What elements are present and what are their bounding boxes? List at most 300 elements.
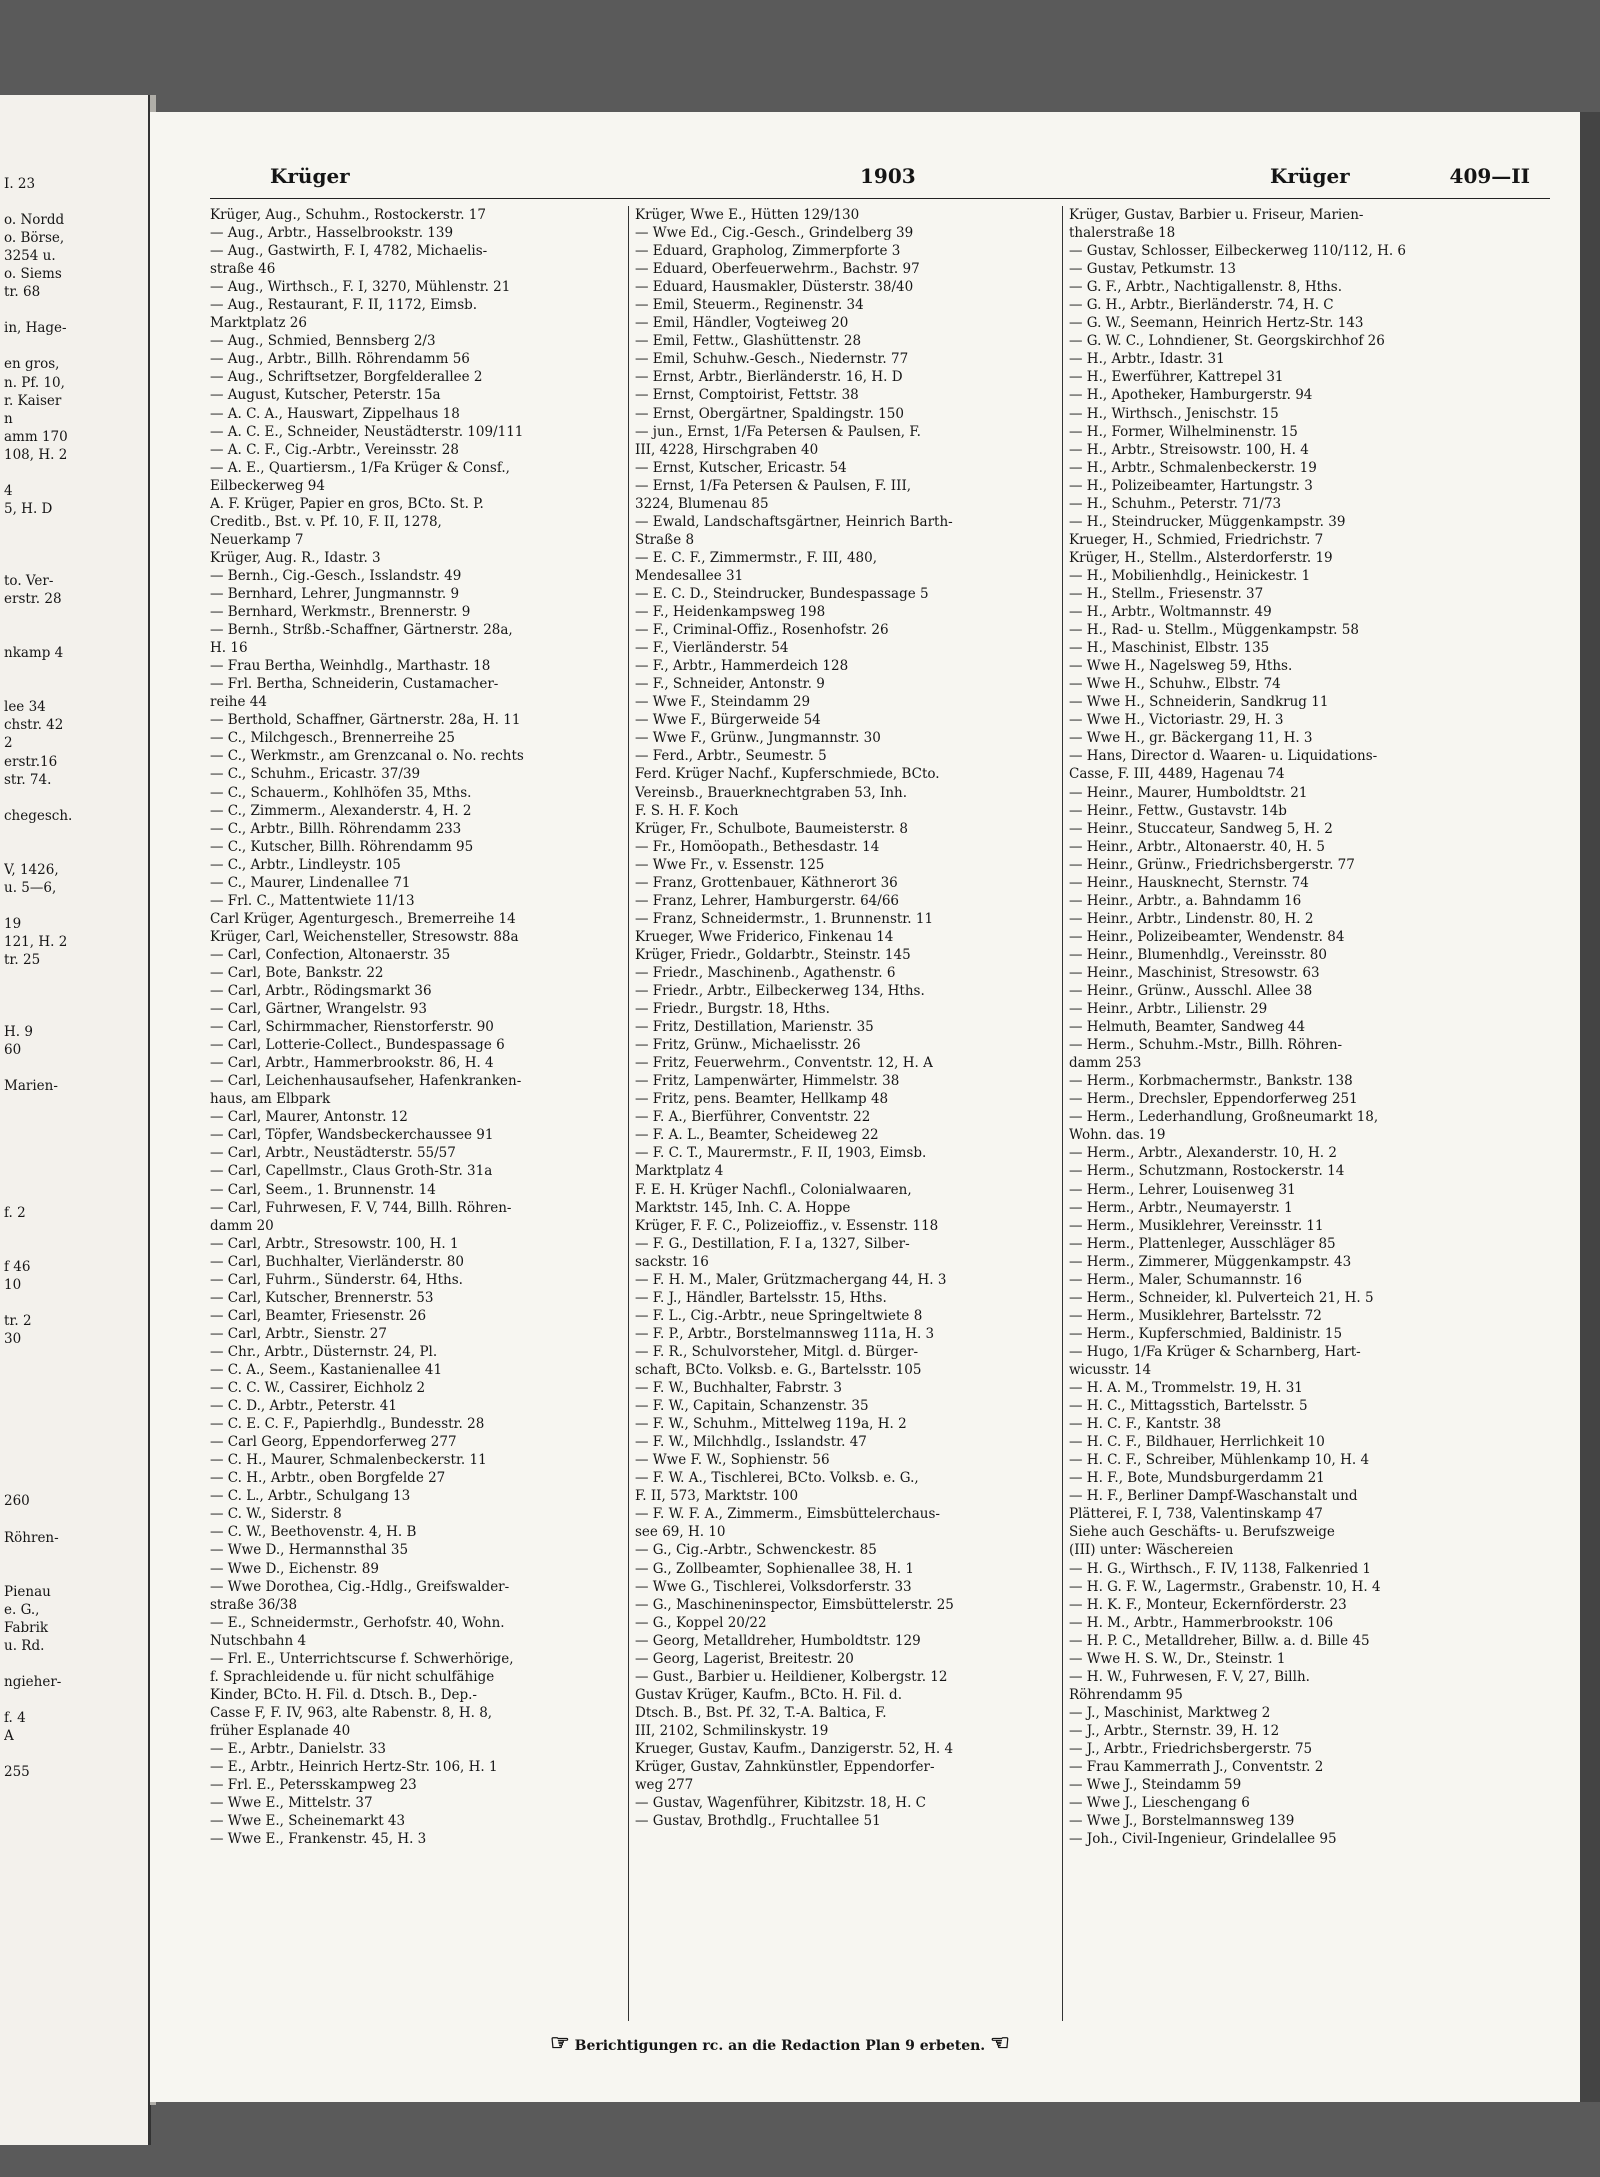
directory-entry-line: — Fr., Homöopath., Bethesdastr. 14 [635, 838, 880, 855]
directory-entry-line: — Wwe E., Frankenstr. 45, H. 3 [210, 1831, 427, 1848]
directory-entry-line: H. 16 [210, 640, 248, 657]
prev-page-line [4, 1366, 148, 1384]
directory-entry-line: — Heinr., Blumenhdlg., Vereinsstr. 80 [1069, 946, 1327, 963]
prev-page-line [4, 193, 148, 211]
directory-entry-line: Wohn. das. 19 [1069, 1127, 1166, 1144]
directory-entry-line: — H., Ewerführer, Kattrepel 31 [1069, 369, 1284, 386]
directory-entry-line: — Ernst, Obergärtner, Spaldingstr. 150 [635, 405, 904, 422]
prev-page-line [4, 1745, 148, 1763]
prev-page-line: tr. 25 [4, 952, 41, 969]
directory-entry-line: Marktplatz 4 [635, 1163, 724, 1180]
directory-entry-line: — Wwe D., Eichenstr. 89 [210, 1560, 379, 1577]
directory-entry-line: haus, am Elbpark [210, 1091, 331, 1108]
prev-page-line: erstr.16 [4, 753, 58, 770]
directory-entry-line: — Frl. E., Unterrichtscurse f. Schwerhörige, [210, 1650, 514, 1667]
directory-entry-line: — Herm., Schneider, kl. Pulverteich 21, H. 5 [1069, 1289, 1374, 1306]
directory-entry-line: — H., Arbtr., Streisowstr. 100, H. 4 [1069, 441, 1309, 458]
directory-entry-line: — A. C. F., Cig.-Arbtr., Vereinsstr. 28 [210, 441, 459, 458]
directory-entry-line: — Bernhard, Lehrer, Jungmannstr. 9 [210, 585, 460, 602]
prev-page-line [4, 337, 148, 355]
directory-entry-line: — Carl, Confection, Altonaerstr. 35 [210, 946, 451, 963]
directory-entry-line: — Fritz, Feuerwehrm., Conventstr. 12, H. A [635, 1055, 933, 1072]
directory-entry-line: — F. R., Schulvorsteher, Mitgl. d. Bürger- [635, 1343, 919, 1360]
column-2 [628, 206, 1055, 2021]
prev-page-line: 19 [4, 915, 22, 932]
directory-entry-line: — Wwe J., Lieschengang 6 [1069, 1795, 1250, 1812]
directory-entry-line: thalerstraße 18 [1069, 225, 1176, 242]
prev-page-line [4, 843, 148, 861]
directory-entry-line: — Herm., Zimmerer, Müggenkampstr. 43 [1069, 1253, 1352, 1270]
directory-entry-line: — Helmuth, Beamter, Sandweg 44 [1069, 1019, 1306, 1036]
directory-entry-line: straße 36/38 [210, 1596, 298, 1613]
directory-entry-line: — Wwe H. S. W., Dr., Steinstr. 1 [1069, 1650, 1286, 1667]
directory-entry-line: — Herm., Lederhandlung, Großneumarkt 18, [1069, 1109, 1379, 1126]
directory-entry-line: Creditb., Bst. v. Pf. 10, F. II, 1278, [210, 513, 442, 530]
header-rule [210, 198, 1550, 199]
directory-entry-line: Marktstr. 145, Inh. C. A. Hoppe [635, 1199, 851, 1216]
pointing-hand-right-icon: ☜ [990, 2030, 1010, 2056]
directory-entry-line: — Wwe H., Schneiderin, Sandkrug 11 [1069, 694, 1329, 711]
directory-entry-line: schaft, BCto. Volksb. e. G., Bartelsstr. 105 [635, 1362, 922, 1378]
prev-page-line: A [4, 1728, 14, 1745]
directory-entry-line: — E., Arbtr., Danielstr. 33 [210, 1740, 386, 1757]
directory-entry-line: — Fritz, Lampenwärter, Himmelstr. 38 [635, 1073, 900, 1090]
directory-entry-line: Krüger, Friedr., Goldarbtr., Steinstr. 145 [635, 946, 911, 963]
directory-entry-line: reihe 44 [210, 694, 267, 711]
directory-entry-line: — C. H., Arbtr., oben Borgfelde 27 [210, 1470, 446, 1487]
directory-entry-line: — F. G., Destillation, F. I a, 1327, Silber- [635, 1235, 910, 1252]
page-edge-shadow [1580, 112, 1600, 2102]
directory-entry-line: — Heinr., Fettw., Gustavstr. 14b [1069, 802, 1287, 819]
directory-entry-line: — Wwe J., Steindamm 59 [1069, 1777, 1242, 1794]
directory-entry-line: F. II, 573, Marktstr. 100 [635, 1488, 799, 1505]
directory-entry-line: Casse, F. III, 4489, Hagenau 74 [1069, 766, 1285, 783]
prev-page-line [4, 1222, 148, 1240]
directory-entry-line: — Heinr., Stuccateur, Sandweg 5, H. 2 [1069, 820, 1333, 837]
prev-page-line: chstr. 42 [4, 717, 64, 734]
prev-page-line: Pienau [4, 1583, 51, 1600]
directory-entry-line: — C., Werkmstr., am Grenzcanal o. No. rechts [210, 748, 524, 765]
directory-entry-line: Krueger, H., Schmied, Friedrichstr. 7 [1069, 531, 1324, 548]
column-3 [1062, 206, 1494, 2021]
prev-page-line [4, 1240, 148, 1258]
prev-page-line: 4 [4, 482, 13, 499]
pointing-hand-left-icon: ☞ [550, 2030, 570, 2056]
directory-entry-line: sackstr. 16 [635, 1253, 709, 1270]
directory-entry-line: Neuerkamp 7 [210, 531, 304, 548]
directory-entry-line: — Friedr., Burgstr. 18, Hths. [635, 1001, 830, 1018]
prev-page-line: f. 4 [4, 1709, 26, 1726]
directory-entry-line: — Aug., Arbtr., Billh. Röhrendamm 56 [210, 351, 470, 368]
prev-page-line: o. Siems [4, 266, 62, 283]
directory-entry-line: — F. H. M., Maler, Grützmachergang 44, H. 3 [635, 1271, 947, 1288]
directory-entry-line: — Herm., Schuhm.-Mstr., Billh. Röhren- [1069, 1037, 1343, 1054]
directory-entry-line: — Bernhard, Werkmstr., Brennerstr. 9 [210, 604, 471, 621]
directory-entry-line: — F. J., Händler, Bartelsstr. 15, Hths. [635, 1289, 887, 1306]
directory-entry-line: — Herm., Maler, Schumannstr. 16 [1069, 1271, 1302, 1288]
directory-entry-line: — F., Criminal-Offiz., Rosenhofstr. 26 [635, 622, 889, 639]
directory-entry-line: — E. C. D., Steindrucker, Bundespassage 5 [635, 585, 929, 602]
directory-entry-line: — Emil, Steuerm., Reginenstr. 34 [635, 297, 864, 314]
directory-entry-line: see 69, H. 10 [635, 1524, 726, 1541]
prev-page-line: r. Kaiser [4, 392, 62, 409]
directory-entry-line: — H. K. F., Monteur, Eckernförderstr. 23 [1069, 1596, 1347, 1613]
directory-entry-line: — G. W. C., Lohndiener, St. Georgskirchhof 26 [1069, 333, 1385, 350]
directory-entry-line: — Heinr., Hausknecht, Sternstr. 74 [1069, 874, 1309, 891]
prev-page-line: ngieher- [4, 1673, 62, 1690]
prev-page-line [4, 1510, 148, 1528]
prev-page-line [4, 1348, 148, 1366]
directory-entry-line: — Herm., Korbmachermstr., Bankstr. 138 [1069, 1073, 1353, 1090]
directory-entry-line: — Frau Kammerrath J., Conventstr. 2 [1069, 1759, 1324, 1776]
directory-entry-line: — F. A. L., Beamter, Scheideweg 22 [635, 1127, 879, 1144]
prev-page-line: Fabrik [4, 1619, 49, 1636]
directory-entry-line: — Fritz, Grünw., Michaelisstr. 26 [635, 1037, 861, 1054]
directory-entry-line: — Friedr., Arbtr., Eilbeckerweg 134, Hths. [635, 983, 925, 1000]
directory-entry-line: — Georg, Lagerist, Breitestr. 20 [635, 1650, 854, 1667]
directory-entry-line: — J., Maschinist, Marktweg 2 [1069, 1704, 1271, 1721]
directory-entry-line: — Wwe E., Scheinemarkt 43 [210, 1813, 406, 1830]
directory-entry-line: — H., Stellm., Friesenstr. 37 [1069, 585, 1264, 602]
directory-entry-line: — F. A., Bierführer, Conventstr. 22 [635, 1109, 871, 1126]
directory-entry-line: — H., Former, Wilhelminenstr. 15 [1069, 423, 1298, 440]
prev-page-line: en gros, [4, 356, 60, 373]
directory-entry-line: — Wwe E., Mittelstr. 37 [210, 1795, 373, 1812]
directory-entry-line: Gustav Krüger, Kaufm., BCto. H. Fil. d. [635, 1686, 902, 1703]
directory-entry-line: Marktplatz 26 [210, 315, 307, 332]
directory-entry-line: (III) unter: Wäschereien [1069, 1542, 1234, 1559]
prev-page-line [4, 987, 148, 1005]
directory-entry-line: — Wwe Dorothea, Cig.-Hdlg., Greifswalder- [210, 1578, 510, 1595]
directory-entry-line: — C. E. C. F., Papierhdlg., Bundesstr. 28 [210, 1416, 485, 1433]
directory-entry-line: — Bernh., Strßb.-Schaffner, Gärtnerstr. 28a, [210, 622, 513, 639]
prev-page-line: f 46 [4, 1258, 31, 1275]
prev-page-line: n. Pf. 10, [4, 374, 65, 391]
directory-entry-line: — Emil, Händler, Vogteiweg 20 [635, 315, 849, 332]
directory-entry-line: Krüger, Gustav, Zahnkünstler, Eppendorfer- [635, 1759, 935, 1776]
directory-entry-line: — H., Arbtr., Schmalenbeckerstr. 19 [1069, 459, 1317, 476]
directory-entry-line: — Herm., Drechsler, Eppendorferweg 251 [1069, 1091, 1358, 1108]
directory-entry-line: — Carl, Fuhrm., Sünderstr. 64, Hths. [210, 1271, 463, 1288]
directory-entry-line: — Frl. Bertha, Schneiderin, Custamacher- [210, 676, 499, 693]
prev-page-line [4, 825, 148, 843]
directory-entry-line: — Carl, Buchhalter, Vierländerstr. 80 [210, 1253, 464, 1270]
directory-entry-line: — C., Zimmerm., Alexanderstr. 4, H. 2 [210, 802, 472, 819]
directory-entry-line: — E., Arbtr., Heinrich Hertz-Str. 106, H. 1 [210, 1759, 498, 1776]
directory-entry-line: — Gustav, Wagenführer, Kibitzstr. 18, H. C [635, 1795, 926, 1812]
directory-entry-line: — Emil, Schuhw.-Gesch., Niedernstr. 77 [635, 351, 909, 368]
directory-entry-line: — A. E., Quartiersm., 1/Fa Krüger & Consf., [210, 459, 510, 476]
directory-entry-line: — Ernst, Arbtr., Bierländerstr. 16, H. D [635, 369, 903, 386]
directory-entry-line: — C. W., Beethovenstr. 4, H. B [210, 1524, 417, 1541]
directory-entry-line: — Carl, Arbtr., Neustädterstr. 55/57 [210, 1145, 456, 1162]
directory-entry-line: — H. C., Mittagsstich, Bartelsstr. 5 [1069, 1398, 1308, 1415]
directory-entry-line: — Ferd., Arbtr., Seumestr. 5 [635, 748, 827, 765]
directory-entry-line: damm 253 [1069, 1055, 1142, 1072]
directory-entry-line: — Bernh., Cig.-Gesch., Isslandstr. 49 [210, 567, 462, 584]
directory-entry-line: — Carl, Beamter, Friesenstr. 26 [210, 1307, 427, 1324]
prev-page-line: u. 5—6, [4, 879, 57, 896]
prev-page-line: u. Rd. [4, 1637, 45, 1654]
directory-entry-line: — G. W., Seemann, Heinrich Hertz-Str. 143 [1069, 315, 1364, 332]
directory-entry-line: — Wwe H., Nagelsweg 59, Hths. [1069, 658, 1293, 675]
directory-entry-line: Mendesallee 31 [635, 567, 744, 584]
column-1 [210, 206, 630, 1848]
previous-page-fragment [0, 95, 151, 2145]
directory-entry-line: — Wwe F. W., Sophienstr. 56 [635, 1452, 830, 1469]
directory-entry-line: — H. M., Arbtr., Hammerbrookstr. 106 [1069, 1614, 1334, 1631]
directory-entry-line: — Herm., Musiklehrer, Vereinsstr. 11 [1069, 1217, 1324, 1234]
directory-entry-line: — H. C. F., Bildhauer, Herrlichkeit 10 [1069, 1434, 1325, 1451]
directory-entry-line: — Friedr., Maschinenb., Agathenstr. 6 [635, 964, 896, 981]
directory-entry-line: Krüger, Aug., Schuhm., Rostockerstr. 17 [210, 207, 486, 223]
prev-page-line [4, 662, 148, 680]
directory-entry-line: — C., Maurer, Lindenallee 71 [210, 874, 411, 891]
prev-page-line [4, 680, 148, 698]
directory-entry-line: — Heinr., Maurer, Humboldtstr. 21 [1069, 784, 1308, 801]
prev-page-line: lee 34 [4, 699, 46, 716]
prev-page-line: 255 [4, 1764, 30, 1781]
prev-page-line [4, 518, 148, 536]
directory-entry-line: — H., Rad- u. Stellm., Müggenkampstr. 58 [1069, 622, 1359, 639]
directory-entry-line: Casse F, F. IV, 963, alte Rabenstr. 8, H. 8, [210, 1704, 493, 1721]
directory-entry-line: — August, Kutscher, Peterstr. 15a [210, 387, 441, 404]
directory-entry-line: — F., Heidenkampsweg 198 [635, 604, 826, 621]
directory-entry-line: III, 4228, Hirschgraben 40 [635, 441, 819, 458]
prev-page-line [4, 1402, 148, 1420]
directory-entry-line: — C., Arbtr., Lindleystr. 105 [210, 856, 401, 873]
prev-page-line: V, 1426, [4, 861, 59, 878]
directory-entry-line: — Heinr., Arbtr., Lilienstr. 29 [1069, 1001, 1268, 1018]
directory-entry-line: — Carl, Arbtr., Sienstr. 27 [210, 1325, 387, 1342]
directory-entry-line: — H. G. F. W., Lagermstr., Grabenstr. 10, H. 4 [1069, 1578, 1381, 1595]
directory-entry-line: Dtsch. B., Bst. Pf. 32, T.-A. Baltica, F. [635, 1704, 887, 1721]
directory-entry-line: Krüger, Fr., Schulbote, Baumeisterstr. 8 [635, 820, 908, 837]
directory-entry-line: — Gustav, Schlosser, Eilbeckerweg 110/112, H. 6 [1069, 243, 1407, 260]
directory-entry-line: — F. W., Capitain, Schanzenstr. 35 [635, 1398, 869, 1415]
directory-page [150, 112, 1580, 2102]
directory-entry-line: — Carl Georg, Eppendorferweg 277 [210, 1434, 457, 1451]
directory-entry-line: — Heinr., Arbtr., Altonaerstr. 40, H. 5 [1069, 838, 1325, 855]
prev-page-line: nkamp 4 [4, 645, 64, 662]
prev-page-line: I. 23 [4, 176, 36, 192]
directory-entry-line: — Wwe H., Victoriastr. 29, H. 3 [1069, 712, 1284, 729]
directory-entry-line: — Aug., Restaurant, F. II, 1172, Eimsb. [210, 297, 478, 314]
directory-entry-line: Krüger, Aug. R., Idastr. 3 [210, 549, 381, 566]
directory-entry-line: — F., Vierländerstr. 54 [635, 640, 789, 657]
directory-entry-line: — Wwe Ed., Cig.-Gesch., Grindelberg 39 [635, 225, 914, 242]
prev-page-line [4, 1186, 148, 1204]
prev-page-line [4, 626, 148, 644]
directory-entry-line: Krüger, F. F. C., Polizeioffiz., v. Essenstr. 118 [635, 1217, 939, 1234]
directory-entry-line: — A. C. E., Schneider, Neustädterstr. 109/111 [210, 423, 524, 440]
directory-entry-line: Krüger, Wwe E., Hütten 129/130 [635, 207, 860, 223]
directory-entry-line: 3224, Blumenau 85 [635, 495, 769, 512]
directory-entry-line: — H. F., Berliner Dampf-Waschanstalt und [1069, 1488, 1358, 1505]
directory-entry-line: — E., Schneidermstr., Gerhofstr. 40, Wohn. [210, 1614, 505, 1631]
page-footer [550, 2030, 1010, 2056]
prev-page-line [4, 1691, 148, 1709]
directory-entry-line: — F., Schneider, Antonstr. 9 [635, 676, 825, 693]
prev-page-line: 260 [4, 1493, 30, 1510]
directory-entry-line: — Hans, Director d. Waaren- u. Liquidations- [1069, 748, 1378, 765]
directory-entry-line: — Wwe Fr., v. Essenstr. 125 [635, 856, 825, 873]
prev-page-line: Röhren- [4, 1529, 59, 1546]
prev-page-line: amm 170 [4, 428, 68, 445]
directory-entry-line: — G. H., Arbtr., Bierländerstr. 74, H. C [1069, 297, 1334, 314]
directory-entry-line: — Ernst, Comptoirist, Fettstr. 38 [635, 387, 859, 404]
directory-entry-line: — Ewald, Landschaftsgärtner, Heinrich Barth- [635, 513, 953, 530]
directory-entry-line: — F. W. A., Tischlerei, BCto. Volksb. e. G., [635, 1470, 919, 1487]
directory-entry-line: — Heinr., Grünw., Friedrichsbergerstr. 77 [1069, 856, 1355, 873]
directory-entry-line: — Herm., Musiklehrer, Bartelsstr. 72 [1069, 1307, 1322, 1324]
directory-entry-line: — H., Mobilienhdlg., Heinickestr. 1 [1069, 567, 1311, 584]
directory-entry-line: — Berthold, Schaffner, Gärtnerstr. 28a, H. 11 [210, 712, 521, 729]
directory-entry-line: Straße 8 [635, 531, 695, 548]
directory-entry-line: Nutschbahn 4 [210, 1632, 307, 1649]
previous-page-text [0, 95, 148, 1781]
directory-entry-line: — Wwe J., Borstelmannsweg 139 [1069, 1813, 1295, 1830]
footer-note: Berichtigungen rc. an die Redaction Plan 9 erbeten. [574, 2038, 986, 2054]
directory-entry-line: — J., Arbtr., Sternstr. 39, H. 12 [1069, 1722, 1280, 1739]
directory-entry-line: — Heinr., Maschinist, Stresowstr. 63 [1069, 964, 1320, 981]
directory-entry-line: früher Esplanade 40 [210, 1722, 351, 1739]
directory-entry-line: — Herm., Arbtr., Alexanderstr. 10, H. 2 [1069, 1145, 1337, 1162]
directory-entry-line: damm 20 [210, 1217, 274, 1234]
directory-entry-line: Krueger, Gustav, Kaufm., Danzigerstr. 52, H. 4 [635, 1740, 954, 1757]
directory-entry-line: A. F. Krüger, Papier en gros, BCto. St. P. [210, 495, 484, 512]
directory-entry-line: — Aug., Schmied, Bennsberg 2/3 [210, 333, 436, 350]
directory-entry-line: — Franz, Schneidermstr., 1. Brunnenstr. 11 [635, 910, 934, 927]
directory-entry-line: Röhrendamm 95 [1069, 1686, 1183, 1703]
prev-page-line: H. 9 [4, 1024, 33, 1041]
directory-entry-line: III, 2102, Schmilinskystr. 19 [635, 1722, 829, 1739]
directory-entry-line: — F. W., Schuhm., Mittelweg 119a, H. 2 [635, 1416, 907, 1433]
directory-entry-line: — Ernst, Kutscher, Ericastr. 54 [635, 459, 847, 476]
prev-page-line [4, 969, 148, 987]
directory-entry-line: — C., Milchgesch., Brennerreihe 25 [210, 730, 456, 747]
directory-entry-line: — Carl, Töpfer, Wandsbeckerchaussee 91 [210, 1127, 494, 1144]
directory-entry-line: Krueger, Wwe Friderico, Finkenau 14 [635, 928, 894, 945]
directory-entry-line: — Frau Bertha, Weinhdlg., Marthastr. 18 [210, 658, 491, 675]
directory-entry-line: — F. W., Buchhalter, Fabrstr. 3 [635, 1380, 843, 1397]
directory-entry-line: — Wwe G., Tischlerei, Volksdorferstr. 33 [635, 1578, 912, 1595]
directory-entry-line: — Wwe F., Steindamm 29 [635, 694, 811, 711]
directory-entry-line: — Carl, Schirmmacher, Rienstorferstr. 90 [210, 1019, 494, 1036]
directory-entry-line: Kinder, BCto. H. Fil. d. Dtsch. B., Dep.- [210, 1686, 477, 1703]
prev-page-line [4, 464, 148, 482]
directory-entry-line: — G., Koppel 20/22 [635, 1614, 767, 1631]
prev-page-line: tr. 68 [4, 284, 41, 301]
directory-entry-line: — G., Cig.-Arbtr., Schwenckestr. 85 [635, 1542, 877, 1559]
directory-entry-line: — H., Apotheker, Hamburgerstr. 94 [1069, 387, 1313, 404]
directory-entry-line: — C. L., Arbtr., Schulgang 13 [210, 1488, 411, 1505]
directory-entry-line: — Franz, Lehrer, Hamburgerstr. 64/66 [635, 892, 900, 909]
directory-entry-line: — C. A., Seem., Kastanienallee 41 [210, 1362, 443, 1378]
directory-entry-line: — Frl. E., Petersskampweg 23 [210, 1777, 417, 1794]
directory-entry-line: — Wwe F., Bürgerweide 54 [635, 712, 821, 729]
prev-page-line: 60 [4, 1042, 22, 1059]
directory-entry-line: — H., Arbtr., Idastr. 31 [1069, 351, 1225, 368]
directory-entry-line: wicusstr. 14 [1069, 1362, 1152, 1378]
directory-entry-line: — C., Schauerm., Kohlhöfen 35, Mths. [210, 784, 472, 801]
prev-page-line: n [4, 410, 13, 427]
directory-entry-line: — Carl, Bote, Bankstr. 22 [210, 964, 384, 981]
directory-entry-line: — Aug., Wirthsch., F. I, 3270, Mühlenstr. 21 [210, 279, 511, 296]
directory-entry-line: — H. A. M., Trommelstr. 19, H. 31 [1069, 1380, 1303, 1397]
directory-entry-line: — Chr., Arbtr., Düsternstr. 24, Pl. [210, 1343, 438, 1360]
prev-page-line [4, 1420, 148, 1438]
prev-page-line: erstr. 28 [4, 591, 62, 608]
page-number: 409—II [1449, 164, 1530, 188]
prev-page-line: e. G., [4, 1601, 40, 1618]
directory-entry-line: — Herm., Arbtr., Neumayerstr. 1 [1069, 1199, 1293, 1216]
directory-entry-line: f. Sprachleidende u. für nicht schulfähige [210, 1668, 495, 1685]
directory-entry-line: — Herm., Lehrer, Louisenweg 31 [1069, 1181, 1296, 1198]
directory-entry-line: — H. C. F., Schreiber, Mühlenkamp 10, H. 4 [1069, 1452, 1370, 1469]
directory-entry-line: — F. C. T., Maurermstr., F. II, 1903, Eimsb. [635, 1145, 927, 1162]
directory-entry-line: — Carl, Kutscher, Brennerstr. 53 [210, 1289, 434, 1306]
directory-entry-line: — C., Arbtr., Billh. Röhrendamm 233 [210, 820, 462, 837]
directory-entry-line: straße 46 [210, 261, 276, 278]
directory-entry-line: — C., Kutscher, Billh. Röhrendamm 95 [210, 838, 474, 855]
prev-page-line [4, 1095, 148, 1113]
directory-entry-line: Krüger, H., Stellm., Alsterdorferstr. 19 [1069, 549, 1333, 566]
directory-entry-line: — Fritz, pens. Beamter, Hellkamp 48 [635, 1091, 889, 1108]
directory-entry-line: weg 277 [635, 1777, 694, 1794]
prev-page-line: Marien- [4, 1078, 58, 1095]
directory-entry-line: — Carl, Fuhrwesen, F. V, 744, Billh. Röhren- [210, 1199, 512, 1216]
directory-entry-line: — Emil, Fettw., Glashüttenstr. 28 [635, 333, 862, 350]
directory-entry-line: — H., Wirthsch., Jenischstr. 15 [1069, 405, 1279, 422]
prev-page-line: 5, H. D [4, 500, 53, 517]
prev-page-line: 3254 u. [4, 248, 56, 265]
prev-page-line [4, 1438, 148, 1456]
directory-entry-line: — A. C. A., Hauswart, Zippelhaus 18 [210, 405, 460, 422]
prev-page-line [4, 1005, 148, 1023]
directory-entry-line: — G., Maschineninspector, Eimsbüttelerstr. 25 [635, 1596, 954, 1613]
directory-entry-line: — F. W., Milchhdlg., Isslandstr. 47 [635, 1434, 867, 1451]
directory-entry-line: — G., Zollbeamter, Sophienallee 38, H. 1 [635, 1560, 914, 1577]
directory-entry-line: F. S. H. F. Koch [635, 802, 739, 819]
directory-entry-line: — Ernst, 1/Fa Petersen & Paulsen, F. III, [635, 477, 912, 494]
directory-entry-line: — Carl, Arbtr., Rödingsmarkt 36 [210, 983, 432, 1000]
prev-page-line: 30 [4, 1331, 22, 1347]
directory-entry-line: — Gustav, Petkumstr. 13 [1069, 261, 1236, 278]
directory-entry-line: — H. F., Bote, Mundsburgerdamm 21 [1069, 1470, 1325, 1487]
directory-entry-line: — Wwe D., Hermannsthal 35 [210, 1542, 409, 1559]
prev-page-line: o. Börse, [4, 230, 65, 247]
prev-page-line [4, 1113, 148, 1131]
directory-entry-line: — G. F., Arbtr., Nachtigallenstr. 8, Hths. [1069, 279, 1342, 296]
directory-entry-line: Siehe auch Geschäfts- u. Berufszweige [1069, 1524, 1335, 1541]
directory-entry-line: — C. C. W., Cassirer, Eichholz 2 [210, 1380, 426, 1397]
directory-entry-line: — H. W., Fuhrwesen, F. V, 27, Billh. [1069, 1668, 1310, 1685]
header-right-word: Krüger [1270, 164, 1350, 188]
directory-entry-line: — Heinr., Polizeibeamter, Wendenstr. 84 [1069, 928, 1345, 945]
directory-entry-line: — Herm., Schutzmann, Rostockerstr. 14 [1069, 1163, 1345, 1180]
prev-page-line [4, 1294, 148, 1312]
prev-page-line [4, 1456, 148, 1474]
prev-page-line [4, 301, 148, 319]
directory-entry-line: — Herm., Plattenleger, Ausschläger 85 [1069, 1235, 1336, 1252]
directory-entry-line: — Carl, Gärtner, Wrangelstr. 93 [210, 1001, 427, 1018]
prev-page-line: 121, H. 2 [4, 933, 68, 950]
directory-entry-line: — Frl. C., Mattentwiete 11/13 [210, 892, 415, 909]
directory-entry-line: — Georg, Metalldreher, Humboldtstr. 129 [635, 1632, 921, 1649]
directory-entry-line: — H. C. F., Kantstr. 38 [1069, 1416, 1222, 1433]
directory-entry-line: — F. W. F. A., Zimmerm., Eimsbüttelerchaus- [635, 1506, 940, 1523]
